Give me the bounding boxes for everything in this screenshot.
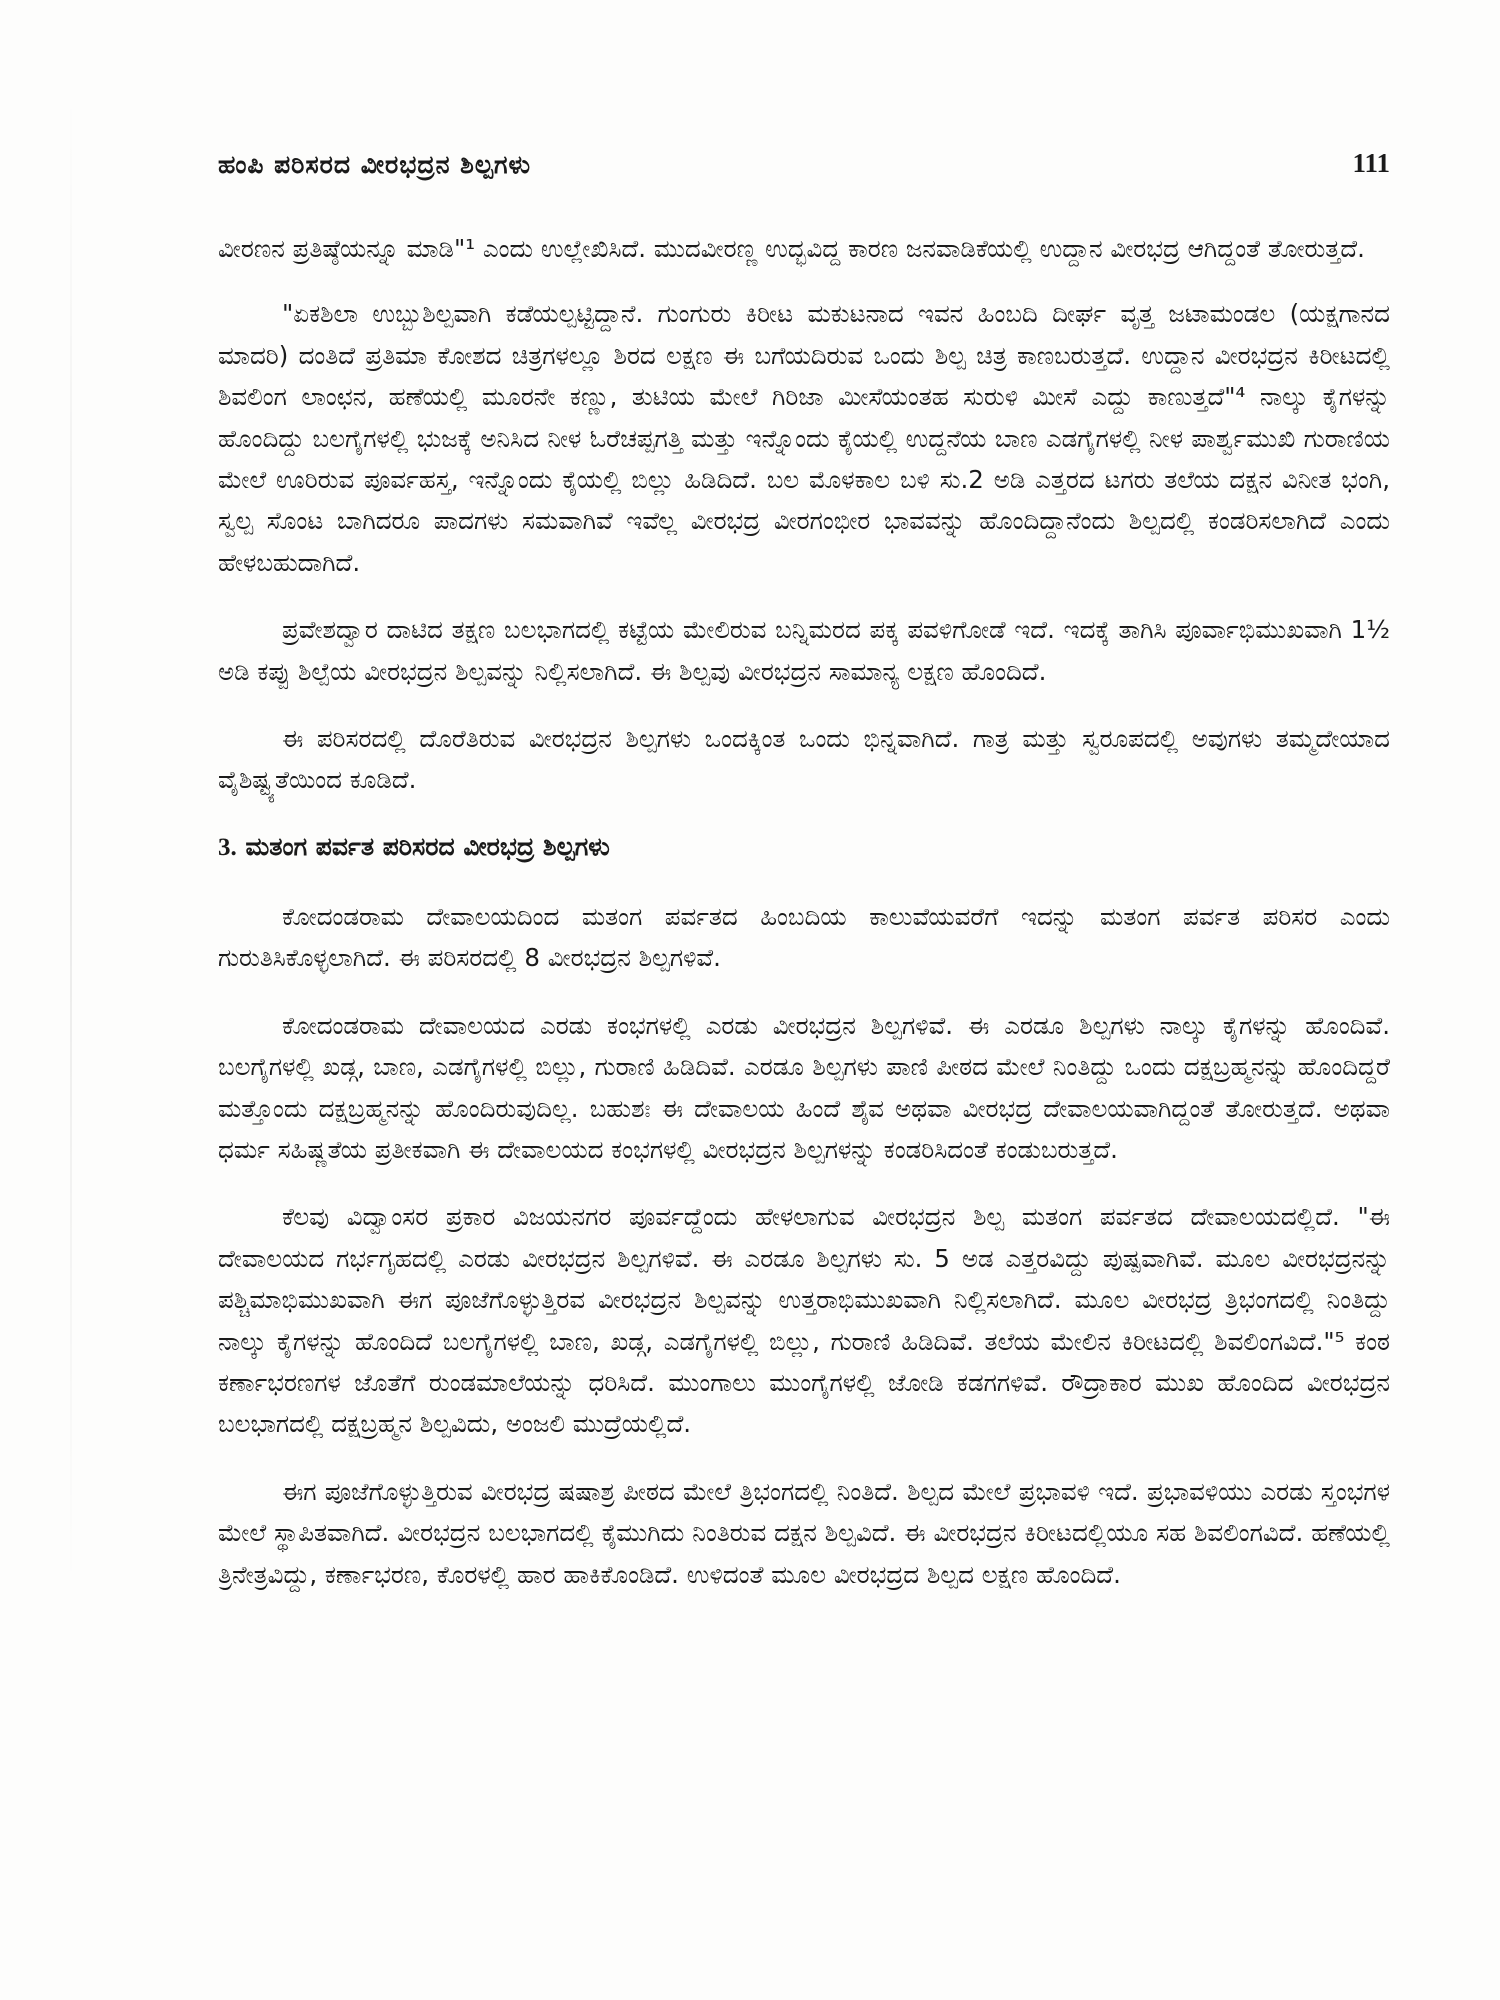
paragraph-8: ಈಗ ಪೂಜೆಗೊಳ್ಳುತ್ತಿರುವ ವೀರಭದ್ರ ಷಷಾಶ್ರ ಪೀಠದ ಮೇಲೆ ತ್ರಿಭಂಗದಲ್ಲಿ ನಿಂತಿದೆ. ಶಿಲ್ಪದ ಮೇಲೆ ಪ್ರಭಾವಳಿ ಇದೆ. ಪ್ರಭಾವಳಿಯು ಎರಡು ಸ್ತಂಭಗಳ ಮೇಲೆ ಸ್ಥಾಪಿತವಾಗಿದೆ. ವೀರಭದ್ರನ ಬಲಭಾಗದಲ್ಲಿ ಕೈಮುಗಿದು ನಿಂತಿರುವ ದಕ್ಷನ ಶಿಲ್ಪವಿದೆ. ಈ ವೀರಭದ್ರನ ಕಿರೀಟದಲ್ಲಿಯೂ ಸಹ ಶಿವಲಿಂಗವಿದೆ. ಹಣೆಯಲ್ಲಿ ತ್ರಿನೇತ್ರವಿದ್ದು, ಕರ್ಣಾಭರಣ, ಕೊರಳಲ್ಲಿ ಹಾರ ಹಾಕಿಕೊಂಡಿದೆ. ಉಳಿದಂತೆ ಮೂಲ ವೀರಭದ್ರದ ಶಿಲ್ಪದ ಲಕ್ಷಣ ಹೊಂದಿದೆ. [218,1476,1390,1589]
paragraph-3: ಪ್ರವೇಶದ್ವಾರ ದಾಟಿದ ತಕ್ಷಣ ಬಲಭಾಗದಲ್ಲಿ ಕಟ್ಟೆಯ ಮೇಲಿರುವ ಬನ್ನಿಮರದ ಪಕ್ಕ ಪವಳಿಗೋಡೆ ಇದೆ. ಇದಕ್ಕೆ ತಾಗಿಸಿ ಪೂರ್ವಾಭಿಮುಖವಾಗಿ 1½ ಅಡಿ ಕಪ್ಪು ಶಿಲ್ಪೆಯ ವೀರಭದ್ರನ ಶಿಲ್ಪವನ್ನು ನಿಲ್ಲಿಸಲಾಗಿದೆ. ಈ ಶಿಲ್ಪವು ವೀರಭದ್ರನ ಸಾಮಾನ್ಯ ಲಕ್ಷಣ ಹೊಂದಿದೆ. [218,615,1390,686]
paragraph-2: "ಏಕಶಿಲಾ ಉಬ್ಬುಶಿಲ್ಪವಾಗಿ ಕಡೆಯಲ್ಪಟ್ಟಿದ್ದಾನೆ. ಗುಂಗುರು ಕಿರೀಟ ಮಕುಟನಾದ ಇವನ ಹಿಂಬದಿ ದೀರ್ಘ ವೃತ್ತ ಜಟಾಮಂಡಲ (ಯಕ್ಷಗಾನದ ಮಾದರಿ) ದಂತಿದೆ ಪ್ರತಿಮಾ ಕೋಶದ ಚಿತ್ರಗಳಲ್ಲೂ ಶಿರದ ಲಕ್ಷಣ ಈ ಬಗೆಯದಿರುವ ಒಂದು ಶಿಲ್ಪ ಚಿತ್ರ ಕಾಣಬರುತ್ತದೆ. ಉದ್ದಾನ ವೀರಭದ್ರನ ಕಿರೀಟದಲ್ಲಿ ಶಿವಲಿಂಗ ಲಾಂಛನ, ಹಣೆಯಲ್ಲಿ ಮೂರನೇ ಕಣ್ಣು, ತುಟಿಯ ಮೇಲೆ ಗಿರಿಜಾ ಮೀಸೆಯಂತಹ ಸುರುಳಿ ಮೀಸೆ ಎದ್ದು ಕಾಣುತ್ತದೆ"⁴ ನಾಲ್ಕು ಕೈಗಳನ್ನು ಹೊಂದಿದ್ದು ಬಲಗೈಗಳಲ್ಲಿ ಭುಜಕ್ಕೆ ಅನಿಸಿದ ನೀಳ ಓರೆಚಪ್ಪಗತ್ತಿ ಮತ್ತು ಇನ್ನೊಂದು ಕೈಯಲ್ಲಿ ಉದ್ದನೆಯ ಬಾಣ ಎಡಗೈಗಳಲ್ಲಿ ನೀಳ ಪಾರ್ಶ್ವಮುಖಿ ಗುರಾಣಿಯ ಮೇಲೆ ಊರಿರುವ ಪೂರ್ವಹಸ್ತ, ಇನ್ನೊಂದು ಕೈಯಲ್ಲಿ ಬಿಲ್ಲು ಹಿಡಿದಿದೆ. ಬಲ ಮೊಳಕಾಲ ಬಳಿ ಸು.2 ಅಡಿ ಎತ್ತರದ ಟಗರು ತಲೆಯ ದಕ್ಷನ ವಿನೀತ ಭಂಗಿ, ಸ್ವಲ್ಪ ಸೊಂಟ ಬಾಗಿದರೂ ಪಾದಗಳು ಸಮವಾಗಿವೆ ಇವೆಲ್ಲ ವೀರಭದ್ರ ವೀರಗಂಭೀರ ಭಾವವನ್ನು ಹೊಂದಿದ್ದಾನೆಂದು ಶಿಲ್ಪದಲ್ಲಿ ಕಂಡರಿಸಲಾಗಿದೆ ಎಂದು ಹೇಳಬಹುದಾಗಿದೆ. [218,299,1390,577]
paragraph-1: ವೀರಣನ ಪ್ರತಿಷ್ಠೆಯನ್ನೂ ಮಾಡಿ"¹ ಎಂದು ಉಲ್ಲೇಖಿಸಿದೆ. ಮುದವೀರಣ್ಣ ಉದ್ಭವಿದ್ದ ಕಾರಣ ಜನವಾಡಿಕೆಯಲ್ಲಿ ಉದ್ದಾನ ವೀರಭದ್ರ ಆಗಿದ್ದಂತೆ ತೋರುತ್ತದೆ. [218,234,1365,263]
running-header [218,150,1390,190]
paragraph-5: ಕೋದಂಡರಾಮ ದೇವಾಲಯದಿಂದ ಮತಂಗ ಪರ್ವತದ ಹಿಂಬದಿಯ ಕಾಲುವೆಯವರೆಗೆ ಇದನ್ನು ಮತಂಗ ಪರ್ವತ ಪರಿಸರ ಎಂದು ಗುರುತಿಸಿಕೊಳ್ಳಲಾಗಿದೆ. ಈ ಪರಿಸರದಲ್ಲಿ 8 ವೀರಭದ್ರನ ಶಿಲ್ಪಗಳಿವೆ. [218,901,1390,973]
paragraph-4: ಈ ಪರಿಸರದಲ್ಲಿ ದೊರೆತಿರುವ ವೀರಭದ್ರನ ಶಿಲ್ಪಗಳು ಒಂದಕ್ಕಿಂತ ಒಂದು ಭಿನ್ನವಾಗಿದೆ. ಗಾತ್ರ ಮತ್ತು ಸ್ವರೂಪದಲ್ಲಿ ಅವುಗಳು ತಮ್ಮದೇಯಾದ ವೈಶಿಷ್ಟ್ಯತೆಯಿಂದ ಕೂಡಿದೆ. [218,724,1390,795]
page-body [218,228,1390,1621]
scan-shadow [70,90,72,1590]
paragraph-7: ಕೆಲವು ವಿದ್ವಾಂಸರ ಪ್ರಕಾರ ವಿಜಯನಗರ ಪೂರ್ವದ್ದೆಂದು ಹೇಳಲಾಗುವ ವೀರಭದ್ರನ ಶಿಲ್ಪ ಮತಂಗ ಪರ್ವತದ ದೇವಾಲಯದಲ್ಲಿದೆ. "ಈ ದೇವಾಲಯದ ಗರ್ಭಗೃಹದಲ್ಲಿ ಎರಡು ವೀರಭದ್ರನ ಶಿಲ್ಪಗಳಿವೆ. ಈ ಎರಡೂ ಶಿಲ್ಪಗಳು ಸು. 5 ಅಡ ಎತ್ತರವಿದ್ದು ಪುಷ್ಪವಾಗಿವೆ. ಮೂಲ ವೀರಭದ್ರನನ್ನು ಪಶ್ಚಿಮಾಭಿಮುಖವಾಗಿ ಈಗ ಪೂಜೆಗೊಳ್ಳುತ್ತಿರವ ವೀರಭದ್ರನ ಶಿಲ್ಪವನ್ನು ಉತ್ತರಾಭಿಮುಖವಾಗಿ ನಿಲ್ಲಿಸಲಾಗಿದೆ. ಮೂಲ ವೀರಭದ್ರ ತ್ರಿಭಂಗದಲ್ಲಿ ನಿಂತಿದ್ದು ನಾಲ್ಕು ಕೈಗಳನ್ನು ಹೊಂದಿದೆ ಬಲಗೈಗಳಲ್ಲಿ ಬಾಣ, ಖಡ್ಗ, ಎಡಗೈಗಳಲ್ಲಿ ಬಿಲ್ಲು, ಗುರಾಣಿ ಹಿಡಿದಿವೆ. ತಲೆಯ ಮೇಲಿನ ಕಿರೀಟದಲ್ಲಿ ಶಿವಲಿಂಗವಿದೆ."⁵ ಕಂಠ ಕರ್ಣಾಭರಣಗಳ ಜೊತೆಗೆ ರುಂಡಮಾಲೆಯನ್ನು ಧರಿಸಿದೆ. ಮುಂಗಾಲು ಮುಂಗೈಗಳಲ್ಲಿ ಜೋಡಿ ಕಡಗಗಳಿವೆ. ರೌದ್ರಾಕಾರ ಮುಖ ಹೊಂದಿದ ವೀರಭದ್ರನ ಬಲಭಾಗದಲ್ಲಿ ದಕ್ಷಬ್ರಹ್ಮನ ಶಿಲ್ಪವಿದು, ಅಂಜಲಿ ಮುದ್ರೆಯಲ್ಲಿದೆ. [218,1202,1390,1439]
running-title: ಹಂಪಿ ಪರಿಸರದ ವೀರಭದ್ರನ ಶಿಲ್ಪಗಳು [218,150,532,179]
paragraph-6: ಕೋದಂಡರಾಮ ದೇವಾಲಯದ ಎರಡು ಕಂಭಗಳಲ್ಲಿ ಎರಡು ವೀರಭದ್ರನ ಶಿಲ್ಪಗಳಿವೆ. ಈ ಎರಡೂ ಶಿಲ್ಪಗಳು ನಾಲ್ಕು ಕೈಗಳನ್ನು ಹೊಂದಿವೆ. ಬಲಗೈಗಳಲ್ಲಿ ಖಡ್ಗ, ಬಾಣ, ಎಡಗೈಗಳಲ್ಲಿ ಬಿಲ್ಲು, ಗುರಾಣಿ ಹಿಡಿದಿವೆ. ಎರಡೂ ಶಿಲ್ಪಗಳು ಪಾಣಿ ಪೀಠದ ಮೇಲೆ ನಿಂತಿದ್ದು ಒಂದು ದಕ್ಷಬ್ರಹ್ಮನನ್ನು ಹೊಂದಿದ್ದರೆ ಮತ್ತೊಂದು ದಕ್ಷಬ್ರಹ್ಮನನ್ನು ಹೊಂದಿರುವುದಿಲ್ಲ. ಬಹುಶಃ ಈ ದೇವಾಲಯ ಹಿಂದೆ ಶೈವ ಅಥವಾ ವೀರಭದ್ರ ದೇವಾಲಯವಾಗಿದ್ದಂತೆ ತೋರುತ್ತದೆ. ಅಥವಾ ಧರ್ಮ ಸಹಿಷ್ಣತೆಯ ಪ್ರತೀಕವಾಗಿ ಈ ದೇವಾಲಯದ ಕಂಭಗಳಲ್ಲಿ ವೀರಭದ್ರನ ಶಿಲ್ಪಗಳನ್ನು ಕಂಡರಿಸಿದಂತೆ ಕಂಡುಬರುತ್ತದೆ. [218,1010,1390,1164]
section-number: 3. [218,833,237,861]
section-title: ಮತಂಗ ಪರ್ವತ ಪರಿಸರದ ವೀರಭದ್ರ ಶಿಲ್ಪಗಳು [245,831,610,861]
page-number: 111 [1352,148,1390,178]
section-heading [218,827,1390,868]
